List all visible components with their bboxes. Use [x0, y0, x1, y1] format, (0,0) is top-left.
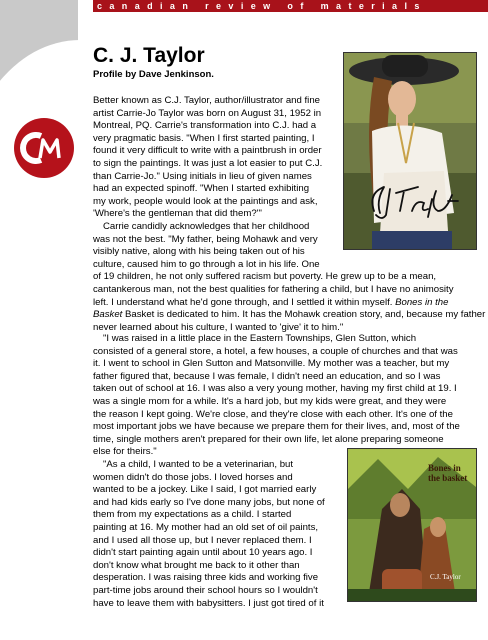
text-line: visibly native, along with his being taken out of his: [93, 246, 305, 258]
paragraph-1: [93, 95, 338, 221]
text-line: wanted to be a jockey. Like I said, I got married early: [93, 484, 317, 496]
text-line: painting at 16. My mother had an old set of oil paints,: [93, 521, 319, 533]
book-title-italic: Bones in the: [395, 296, 449, 308]
text-line: never learned about his culture, I wanted to 'give' it to him.": [93, 321, 344, 333]
text-line: cantankerous man, not the best qualities for fathering a child, but I have no animosity: [93, 283, 454, 295]
text-line: don't know what brought me back to it other than: [93, 559, 300, 571]
text-line: most important jobs we have because we prepare them for their lives, and, most of the: [93, 421, 460, 433]
signature-scribble: [366, 181, 470, 221]
text-line: artist Carrie-Jo Taylor was born on August 31, 1952 in: [93, 107, 322, 119]
text-line: didn't start painting again until about 10 years ago. I: [93, 547, 313, 559]
text-line: it. I went to school in Glen Sutton and Matsonville. My mother was a teacher, but my: [93, 358, 450, 370]
article-title: C. J. Taylor: [93, 44, 205, 67]
text-line: found it very difficult to write with a paintbrush in order: [93, 145, 322, 157]
text-line: the reason I kept going. We're close, and they're close with each other. It's one of the: [93, 408, 453, 420]
text-line: taken out of school at 16. I was also a very young mother, having my first child at 19. I: [93, 383, 457, 395]
text-line: my work, people would look at the paintings and ask,: [93, 195, 318, 207]
text-line: have to leave them with babysitters. I just got tired of it: [93, 597, 324, 609]
text-line: Montreal, PQ. Carrie's transformation into C.J. had a: [93, 120, 317, 132]
book-title-italic: Basket: [93, 309, 123, 321]
text-line: and had kids early so I've done many jobs, but none of: [93, 496, 325, 508]
text-line: Carrie candidly acknowledges that her childhood: [103, 221, 310, 232]
author-portrait: [343, 52, 477, 250]
text-line: left. I understand what he'd gone through, and I settled it within myself. Bones in the: [93, 296, 449, 308]
paragraph-3: [93, 333, 488, 459]
text-line: was a single mom for a while. It's a hard job, but my kids were great, and they were: [93, 395, 447, 407]
text-line: them from my expectations as a child. I started: [93, 509, 292, 521]
paragraph-4: [93, 459, 343, 610]
text-line: 'Where's the gentleman that did them?'": [93, 208, 262, 220]
text-line: than Carrie-Jo." Using initials in lieu of given names: [93, 170, 312, 182]
text-line: desperation. I was raising three kids and working five: [93, 572, 319, 584]
book-cover-title: Bones in the basket: [428, 463, 468, 483]
text-line: else for theirs.": [93, 446, 157, 458]
article-byline: Profile by Dave Jenkinson.: [93, 69, 214, 80]
book-cover-author: C.J. Taylor: [430, 573, 461, 581]
site-banner[interactable]: canadian review of materials: [93, 0, 488, 12]
paragraph-2: [93, 221, 486, 334]
text-line: to sign the paintings. It was just a lot easier to put C.J.: [93, 157, 323, 169]
text-line: time, single mothers aren't prepared for their own life, let alone preparing someone: [93, 433, 444, 445]
text-line: "I was raised in a little place in the Eastern Townships, Glen Sutton, which: [103, 333, 417, 344]
text-line: "As a child, I wanted to be a veterinarian, but: [103, 459, 294, 470]
book-cover-image: [347, 448, 477, 602]
text-line: very pragmatic basis. "When I first started painting, I: [93, 132, 315, 144]
text-line: women didn't do those jobs. I loved horses and: [93, 471, 293, 483]
text-line: Better known as C.J. Taylor, author/illustrator and fine: [93, 95, 320, 106]
text-line: father figured that, because I was female, I didn't need an education, and so I was: [93, 370, 441, 382]
text-line: was not the best. "My father, being Mohawk and very: [93, 233, 318, 245]
text-line: part-time jobs around their school hours so I wouldn't: [93, 584, 318, 596]
text-line: of 19 children, he not only suffered racism but poverty. He grew up to be a mean,: [93, 271, 437, 283]
text-line: Basket Basket is dedicated to him. It has the Mohawk creation story, and, because my father: [93, 309, 486, 321]
signature: [366, 181, 470, 221]
text-line: and I used all those up, but I never replaced them. I: [93, 534, 312, 546]
text-line: culture, caused him to go through a lot in his life. One: [93, 258, 320, 270]
cm-logo-icon: [19, 128, 69, 168]
cm-logo[interactable]: [14, 118, 74, 178]
text-line: had an expected spinoff. "When I started exhibiting: [93, 183, 310, 195]
text-line: consisted of a general store, a hotel, a few houses, a couple of churches and that was: [93, 345, 458, 357]
